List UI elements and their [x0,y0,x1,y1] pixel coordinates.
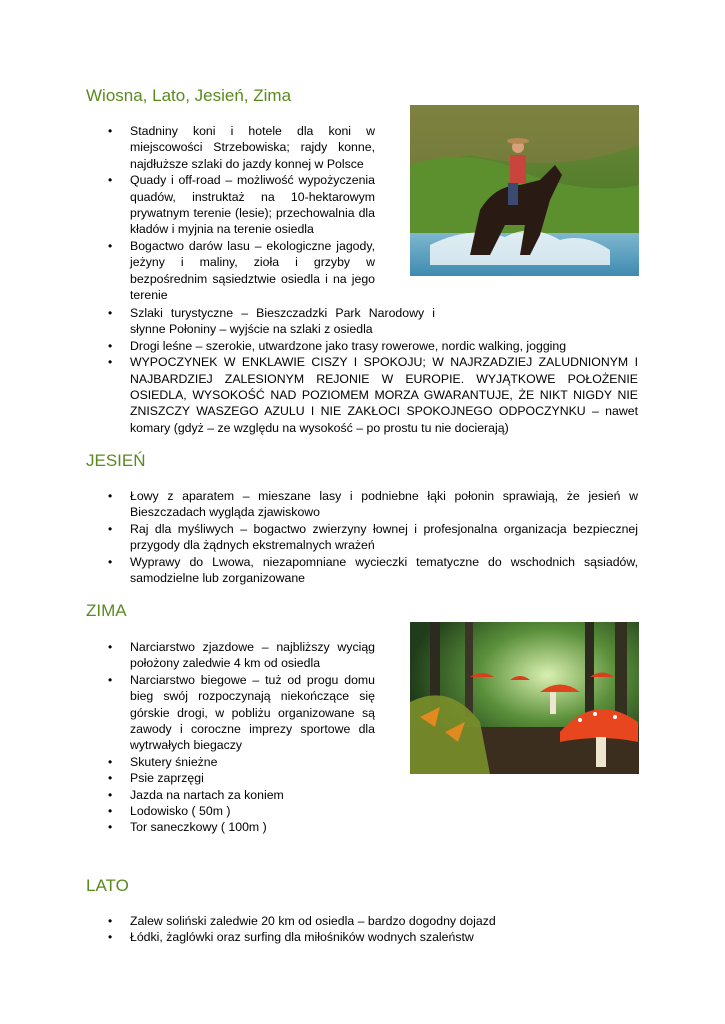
list-item: • Tor saneczkowy ( 100m ) [108,819,375,835]
list-item [108,305,435,338]
list-item: • Drogi leśne – szerokie, utwardzone jako trasy rowerowe, nordic walking, jogging [108,338,638,354]
list-item: • Zalew soliński zaledwie 20 km od osiedla – bardzo dogodny dojazd [108,913,638,929]
list-item: • Psie zaprzęgi [108,770,375,786]
list-item: • Quady i off-road – możliwość wypożyczenia quadów, instruktaż na 10-hektarowym prywatnym terenie (lesie); przechowalnia dla kładów i myjnia na terenie osiedla [108,172,375,238]
list-item: • Narciarstwo biegowe – tuż od progu domu bieg swój rozpoczynają niekończące się górskie drogi, w pobliżu organizowane są zawody i coroczne imprezy sportowe dla wytrwałych biegaczy [108,672,375,754]
forest-mushrooms-photo [410,622,639,774]
list-item: • Stadniny koni i hotele dla koni w miejscowości Strzebowiska; rajdy konne, najdłuższe szlaki do jazdy konnej w Polsce [108,123,375,172]
seasons-list [108,123,375,303]
horse-rider-photo [410,105,639,276]
list-item: • Wyprawy do Lwowa, niezapomniane wycieczki tematyczne do wschodnich sąsiadów, samodzielne lub zorganizowane [108,554,638,587]
section-heading-seasons: Wiosna, Lato, Jesień, Zima [86,86,292,105]
list-item: • Jazda na nartach za koniem [108,787,375,803]
list-item: • Bogactwo darów lasu – ekologiczne jagody, jeżyny i maliny, zioła i grzyby w bezpośrednim sąsiedztwie osiedla i na jego terenie [108,238,375,304]
summer-list [108,913,638,946]
section-heading-summer: LATO [86,876,129,895]
list-item: • Raj dla myśliwych – bogactwo zwierzyny łownej i profesjonalna organizacja bezpiecznej przygody dla żądnych ekstremalnych wrażeń [108,521,638,554]
seasons-list-continued [108,305,638,436]
list-item: • Łódki, żaglówki oraz surfing dla miłośników wodnych szaleństw [108,929,638,945]
list-item: • WYPOCZYNEK W ENKLAWIE CISZY I SPOKOJU; W NAJRZADZIEJ ZALUDNIONYM I NAJBARDZIEJ ZALESIONYM REJONIE W EUROPIE. WYJĄTKOWE POŁOŻENIE OSIEDLA, WYSOKOŚĆ NAD POZIOMEM MORZA GWARANTUJE, ŻE NIKT NIGDY NIE ZNISZCZY WASZEGO AZULU I NIE ZAKŁOCI SPOKOJNEGO ODPOCZYNKU – nawet komary (gdyż – ze względu na wysokość – po prostu tu nie docierają) [108,354,638,436]
winter-list [108,639,375,836]
list-item: • Narciarstwo zjazdowe – najbliższy wyciąg położony zaledwie 4 km od osiedla [108,639,375,672]
list-item: • Łowy z aparatem – mieszane lasy i podniebne łąki połonin sprawiają, że jesień w Bieszczadach wygląda zjawiskowo [108,488,638,521]
list-item: • Lodowisko ( 50m ) [108,803,375,819]
section-heading-winter: ZIMA [86,601,127,620]
section-heading-autumn: JESIEŃ [86,451,146,470]
list-item-text: Szlaki turystyczne – Bieszczadzki Park Narodowy i słynne Połoniny – wyjście na szlaki z osiedla [130,306,435,337]
autumn-list [108,488,638,586]
list-item: • Skutery śnieżne [108,754,375,770]
